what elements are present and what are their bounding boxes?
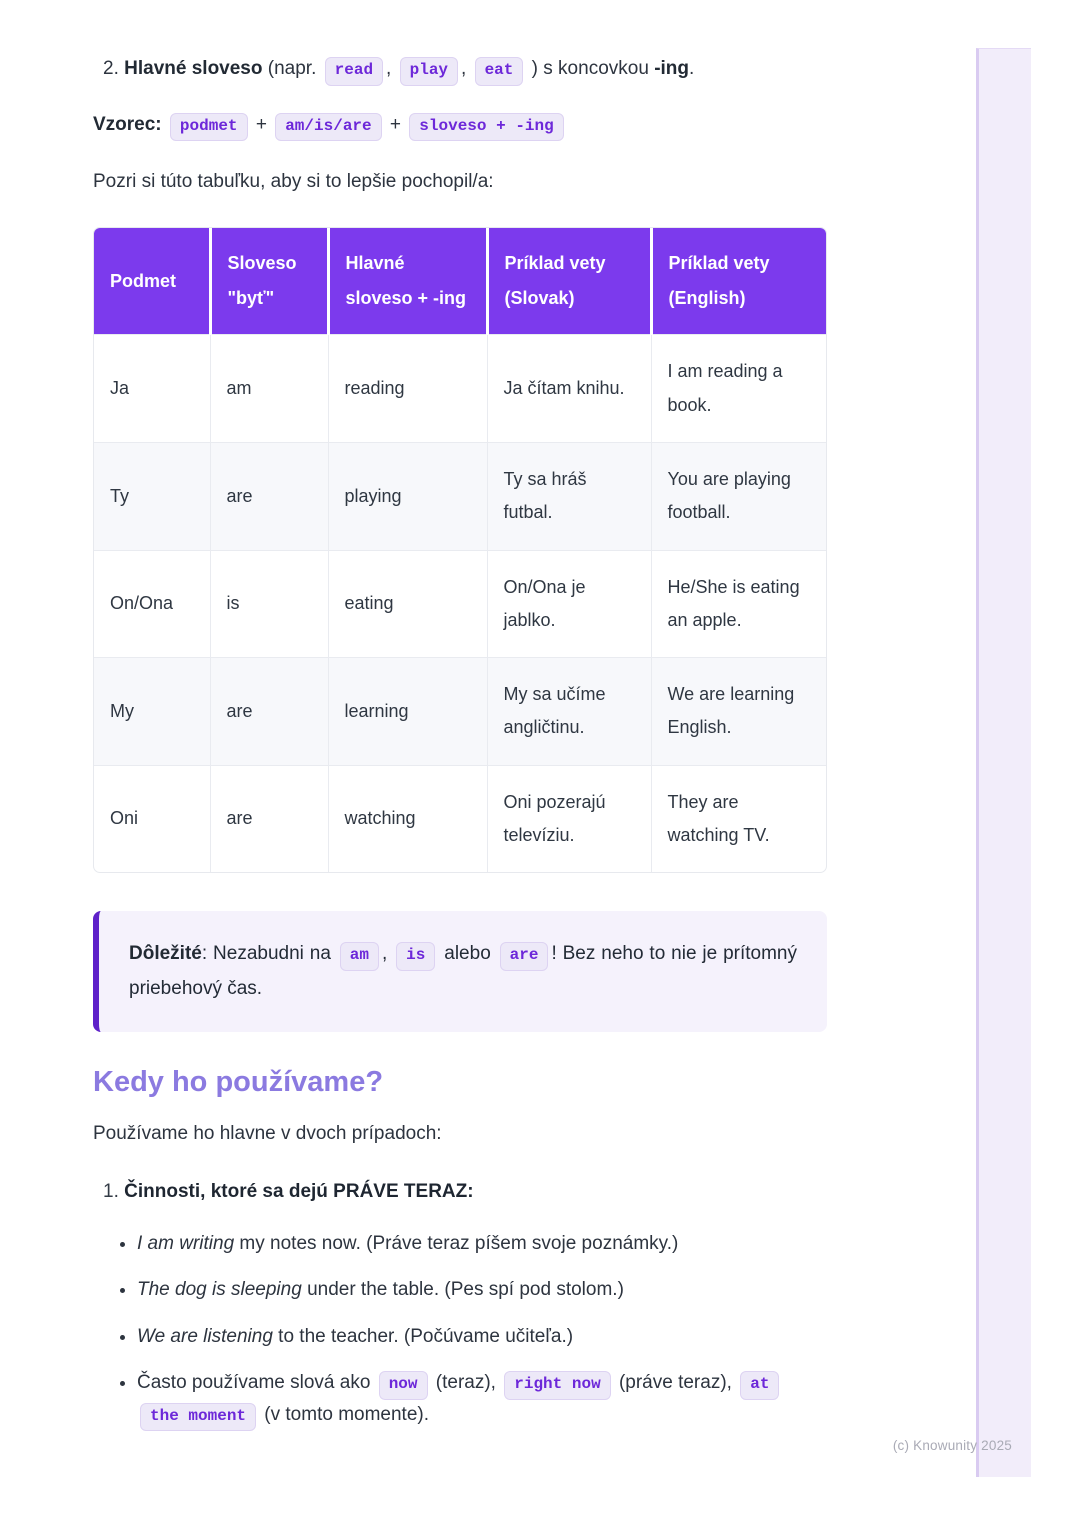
example-rest: under the table. (Pes spí pod stolom.) bbox=[307, 1279, 624, 1301]
col-header-hlavne-sloveso: Hlavné sloveso + -ing bbox=[328, 228, 487, 335]
section-lead: Používame ho hlavne v dvoch prípadoch: bbox=[93, 1122, 442, 1144]
cell-example-slovak: On/Ona je jablko. bbox=[487, 550, 651, 658]
code-badge-sloveso-ing: sloveso + -ing bbox=[409, 113, 563, 142]
case-title-text: Činnosti, ktoré sa dejú PRÁVE TERAZ: bbox=[124, 1180, 474, 1202]
cell-subject: On/Ona bbox=[94, 550, 210, 658]
cell-subject: Oni bbox=[94, 765, 210, 872]
cell-be-verb: am bbox=[210, 335, 328, 443]
cell-main-verb: reading bbox=[328, 335, 487, 443]
col-header-priklad-english: Príklad vety (English) bbox=[651, 228, 826, 335]
page-edge-strip bbox=[976, 48, 1031, 1477]
example-english-phrase: We are listening bbox=[137, 1325, 273, 1347]
item-text: (napr. bbox=[267, 58, 317, 79]
copyright-watermark: (c) Knowunity 2025 bbox=[892, 1438, 1012, 1453]
important-callout bbox=[93, 911, 827, 1031]
callout-label: Dôležité bbox=[129, 943, 202, 965]
separator: , bbox=[386, 58, 392, 79]
callout-text: ! Bez neho to nie je prítomný priebehový čas. bbox=[129, 943, 797, 999]
code-badge-am-is-are: am/is/are bbox=[275, 113, 381, 142]
code-badge-eat: eat bbox=[475, 57, 524, 86]
plus-sign: + bbox=[389, 113, 402, 135]
col-header-priklad-slovak: Príklad vety (Slovak) bbox=[487, 228, 651, 335]
code-badge-podmet: podmet bbox=[170, 113, 248, 142]
bullet-text: Často používame slová ako bbox=[137, 1372, 371, 1394]
table-intro-text: Pozri si túto tabuľku, aby si to lepšie pochopil/a: bbox=[93, 171, 494, 193]
separator: , bbox=[461, 58, 467, 79]
cell-example-english: We are learning English. bbox=[651, 658, 826, 766]
item-text: ) bbox=[531, 58, 538, 79]
table-row bbox=[94, 550, 826, 658]
code-badge-right-now: right now bbox=[504, 1371, 610, 1400]
formula-line bbox=[93, 110, 827, 142]
list-item bbox=[137, 1368, 827, 1431]
bullet-text: (práve teraz), bbox=[618, 1372, 732, 1394]
table-row bbox=[94, 658, 826, 766]
examples-list bbox=[93, 1229, 827, 1432]
cell-subject: My bbox=[94, 658, 210, 766]
table-row bbox=[94, 335, 826, 443]
cell-example-english: They are watching TV. bbox=[651, 765, 826, 872]
list-item bbox=[137, 1322, 827, 1351]
cell-example-slovak: My sa učíme angličtinu. bbox=[487, 658, 651, 766]
cell-subject: Ja bbox=[94, 335, 210, 443]
cell-be-verb: are bbox=[210, 442, 328, 550]
cell-be-verb: is bbox=[210, 550, 328, 658]
cell-be-verb: are bbox=[210, 765, 328, 872]
code-badge-is: is bbox=[396, 942, 435, 971]
item-text: s koncovkou bbox=[543, 58, 649, 79]
example-rest: my notes now. (Práve teraz píšem svoje poznámky.) bbox=[239, 1232, 679, 1254]
case-number: 1. bbox=[103, 1180, 119, 1202]
cell-example-slovak: Oni pozerajú televíziu. bbox=[487, 765, 651, 872]
example-rest: to the teacher. (Počúvame učiteľa.) bbox=[278, 1325, 574, 1347]
col-header-sloveso-byt: Sloveso "byť" bbox=[210, 228, 328, 335]
item-number: 2. bbox=[103, 58, 119, 79]
item-term: Hlavné sloveso bbox=[124, 58, 263, 79]
cell-subject: Ty bbox=[94, 442, 210, 550]
list-item bbox=[137, 1229, 827, 1258]
cell-main-verb: watching bbox=[328, 765, 487, 872]
plus-sign: + bbox=[255, 113, 267, 135]
formula-label: Vzorec: bbox=[93, 113, 162, 135]
cell-example-english: You are playing football. bbox=[651, 442, 826, 550]
code-badge-now: now bbox=[379, 1371, 428, 1400]
table-header-row bbox=[94, 228, 826, 335]
cell-main-verb: learning bbox=[328, 658, 487, 766]
cell-example-slovak: Ty sa hráš futbal. bbox=[487, 442, 651, 550]
code-badge-read: read bbox=[325, 57, 383, 86]
callout-text: : Nezabudni na bbox=[201, 943, 331, 965]
document-content bbox=[93, 0, 827, 1448]
cell-example-english: He/She is eating an apple. bbox=[651, 550, 826, 658]
item-ing-suffix: -ing bbox=[654, 58, 690, 79]
example-english-phrase: I am writing bbox=[137, 1232, 235, 1254]
case-1-title bbox=[93, 1181, 827, 1203]
conjugation-table bbox=[93, 227, 827, 873]
table-row bbox=[94, 765, 826, 872]
cell-main-verb: playing bbox=[328, 442, 487, 550]
col-header-podmet: Podmet bbox=[94, 228, 210, 335]
cell-be-verb: are bbox=[210, 658, 328, 766]
bullet-text: (teraz), bbox=[435, 1372, 496, 1394]
list-item bbox=[137, 1275, 827, 1304]
cell-example-slovak: Ja čítam knihu. bbox=[487, 335, 651, 443]
example-english-phrase: The dog is sleeping bbox=[137, 1279, 302, 1301]
callout-text: alebo bbox=[444, 943, 491, 965]
code-badge-the-moment: the moment bbox=[140, 1403, 256, 1432]
bullet-text: (v tomto momente). bbox=[264, 1403, 430, 1425]
cell-example-english: I am reading a book. bbox=[651, 335, 826, 443]
code-badge-at: at bbox=[740, 1371, 779, 1400]
code-badge-play: play bbox=[400, 57, 458, 86]
numbered-item-main-verb bbox=[93, 54, 827, 86]
item-text: . bbox=[689, 58, 695, 79]
code-badge-are: are bbox=[500, 942, 549, 971]
section-heading: Kedy ho používame? bbox=[93, 1065, 384, 1098]
table-row bbox=[94, 442, 826, 550]
separator: , bbox=[382, 943, 388, 965]
code-badge-am: am bbox=[340, 942, 379, 971]
cell-main-verb: eating bbox=[328, 550, 487, 658]
